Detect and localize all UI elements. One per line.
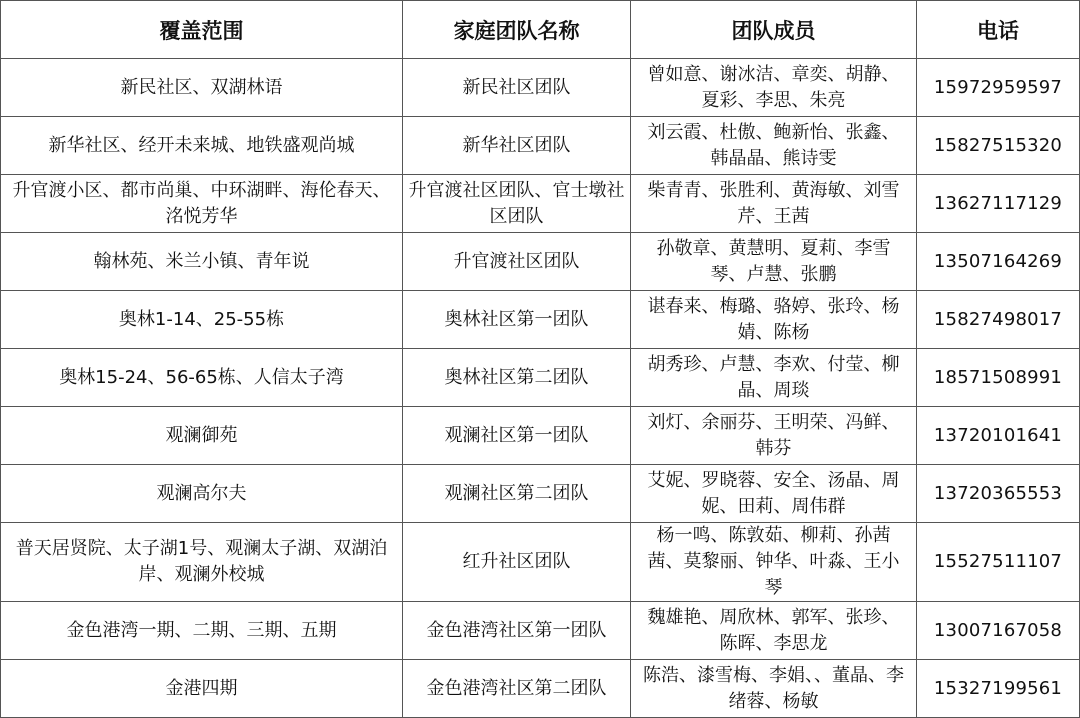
members-cell: 孙敬章、黄慧明、夏莉、李雪琴、卢慧、张鹏	[631, 233, 917, 291]
table-row	[1, 660, 1080, 718]
area-cell: 新华社区、经开未来城、地铁盛观尚城	[1, 117, 403, 175]
table-row	[1, 465, 1080, 523]
members-cell: 柴青青、张胜利、黄海敏、刘雪芹、王茜	[631, 175, 917, 233]
area-cell: 奥林15-24、56-65栋、人信太子湾	[1, 349, 403, 407]
area-cell: 金港四期	[1, 660, 403, 718]
team-cell: 新华社区团队	[403, 117, 631, 175]
table-row	[1, 175, 1080, 233]
members-cell: 杨一鸣、陈敦茹、柳莉、孙茜茜、莫黎丽、钟华、叶淼、王小琴	[631, 523, 917, 602]
area-cell: 翰林苑、米兰小镇、青年说	[1, 233, 403, 291]
header-area: 覆盖范围	[1, 1, 403, 59]
table-row	[1, 233, 1080, 291]
phone-cell: 15827498017	[917, 291, 1080, 349]
phone-cell: 13007167058	[917, 602, 1080, 660]
team-cell: 红升社区团队	[403, 523, 631, 602]
members-cell: 陈浩、漆雪梅、李娟、、董晶、李绪蓉、杨敏	[631, 660, 917, 718]
team-cell: 金色港湾社区第二团队	[403, 660, 631, 718]
table-row	[1, 117, 1080, 175]
header-phone: 电话	[917, 1, 1080, 59]
area-cell: 金色港湾一期、二期、三期、五期	[1, 602, 403, 660]
area-cell: 升官渡小区、都市尚巢、中环湖畔、海伦春天、洺悦芳华	[1, 175, 403, 233]
header-row	[1, 1, 1080, 59]
members-cell: 刘云霞、杜傲、鲍新怡、张鑫、韩晶晶、熊诗雯	[631, 117, 917, 175]
table-row	[1, 602, 1080, 660]
area-cell: 观澜高尔夫	[1, 465, 403, 523]
phone-cell: 13720101641	[917, 407, 1080, 465]
header-team: 家庭团队名称	[403, 1, 631, 59]
team-cell: 升官渡社区团队、官士墩社区团队	[403, 175, 631, 233]
team-cell: 新民社区团队	[403, 59, 631, 117]
phone-cell: 13627117129	[917, 175, 1080, 233]
table-row	[1, 407, 1080, 465]
members-cell: 曾如意、谢冰洁、章奕、胡静、夏彩、李思、朱亮	[631, 59, 917, 117]
table-row	[1, 349, 1080, 407]
phone-cell: 13720365553	[917, 465, 1080, 523]
team-cell: 升官渡社区团队	[403, 233, 631, 291]
team-cell: 观澜社区第二团队	[403, 465, 631, 523]
members-cell: 魏雄艳、周欣林、郭军、张珍、陈晖、李思龙	[631, 602, 917, 660]
team-cell: 金色港湾社区第一团队	[403, 602, 631, 660]
header-members: 团队成员	[631, 1, 917, 59]
table-row	[1, 523, 1080, 602]
phone-cell: 18571508991	[917, 349, 1080, 407]
area-cell: 观澜御苑	[1, 407, 403, 465]
members-cell: 艾妮、罗晓蓉、安全、汤晶、周妮、田莉、周伟群	[631, 465, 917, 523]
members-cell: 谌春来、梅璐、骆婷、张玲、杨婧、陈杨	[631, 291, 917, 349]
team-cell: 观澜社区第一团队	[403, 407, 631, 465]
members-cell: 胡秀珍、卢慧、李欢、付莹、柳晶、周琰	[631, 349, 917, 407]
phone-cell: 15827515320	[917, 117, 1080, 175]
area-cell: 普天居贤院、太子湖1号、观澜太子湖、双湖泊岸、观澜外校城	[1, 523, 403, 602]
team-cell: 奥林社区第一团队	[403, 291, 631, 349]
table-row	[1, 291, 1080, 349]
phone-cell: 15327199561	[917, 660, 1080, 718]
phone-cell: 15527511107	[917, 523, 1080, 602]
phone-cell: 15972959597	[917, 59, 1080, 117]
team-cell: 奥林社区第二团队	[403, 349, 631, 407]
area-cell: 奥林1-14、25-55栋	[1, 291, 403, 349]
phone-cell: 13507164269	[917, 233, 1080, 291]
members-cell: 刘灯、余丽芬、王明荣、冯鲜、韩芬	[631, 407, 917, 465]
area-cell: 新民社区、双湖林语	[1, 59, 403, 117]
table-row	[1, 59, 1080, 117]
